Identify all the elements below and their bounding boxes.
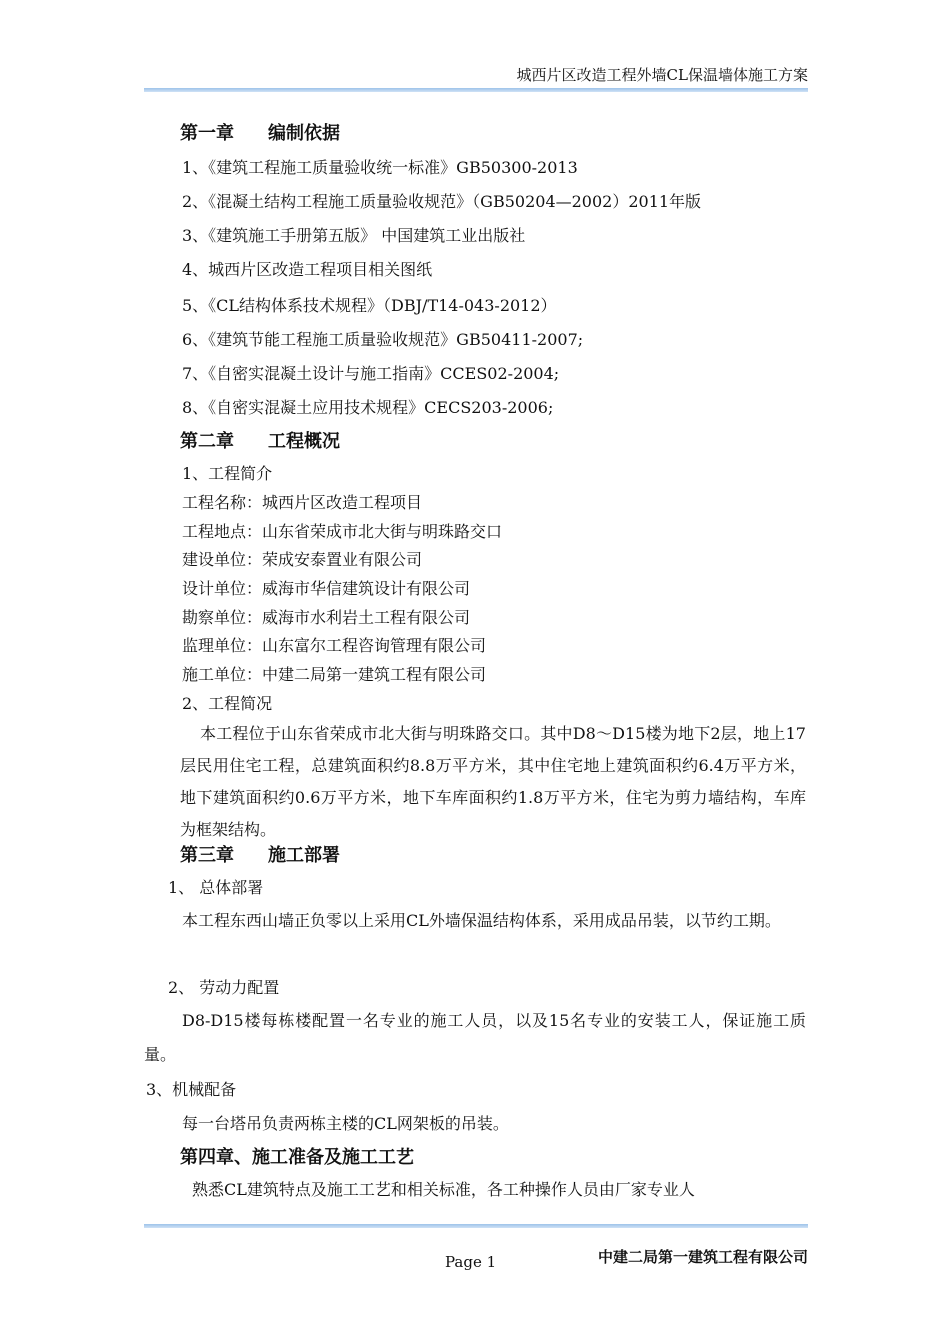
ref-item: 7、《自密实混凝土设计与施工指南》CCES02-2004;: [182, 364, 560, 383]
info-row: 监理单位：山东富尔工程咨询管理有限公司: [182, 636, 487, 655]
ref-item: 3、《建筑施工手册第五版》 中国建筑工业出版社: [182, 226, 526, 245]
ref-item: 5、《CL结构体系技术规程》（DBJ/T14-043-2012）: [182, 296, 557, 315]
deployment-paragraph: 本工程东西山墙正负零以上采用CL外墙保温结构体系，采用成品吊装，以节约工期。: [182, 911, 781, 930]
running-header: 城西片区改造工程外墙CL保温墙体施工方案: [516, 66, 808, 84]
machinery-text: 每一台塔吊负责两栋主楼的CL网架板的吊装。: [182, 1114, 509, 1133]
info-row: 设计单位：威海市华信建筑设计有限公司: [182, 579, 471, 598]
chapter3-heading: [180, 844, 340, 868]
chapter2-heading: [180, 430, 340, 454]
chapter4-heading: 第四章、施工准备及施工工艺: [180, 1147, 414, 1168]
ref-item: 1、《建筑工程施工质量验收统一标准》GB50300-2013: [182, 158, 578, 177]
section-heading: 1、工程简介: [182, 464, 273, 483]
footer-company: 中建二局第一建筑工程有限公司: [597, 1248, 808, 1266]
chapter1-heading: [180, 122, 340, 146]
section-heading: 3、机械配备: [146, 1080, 237, 1099]
info-row: 工程地点：山东省荣成市北大街与明珠路交口: [182, 522, 503, 541]
chapter-title: 工程概况: [268, 431, 340, 452]
section-heading: 2、 劳动力配置: [168, 978, 280, 997]
chapter4-text: 熟悉CL建筑特点及施工工艺和相关标准，各工种操作人员由厂家专业人: [192, 1180, 695, 1199]
info-row: 施工单位：中建二局第一建筑工程有限公司: [182, 665, 487, 684]
info-row: 建设单位：荣成安泰置业有限公司: [182, 550, 423, 569]
section-heading: 1、 总体部署: [168, 878, 264, 897]
overview-paragraph: 本工程位于山东省荣成市北大街与明珠路交口。其中D8～D15楼为地下2层，地上17 层民用住宅工程，总建筑面积约8.8万平方米，其中住宅地上建筑面积约6.4万平方米，地下建筑面积约0.6万平方米，地下车库面积约1.8万平方米，住宅为剪力墙结构，车库为框架结构。: [180, 724, 806, 839]
ref-item: 6、《建筑节能工程施工质量验收规范》GB50411-2007;: [182, 330, 584, 349]
chapter-title: 施工部署: [268, 845, 340, 866]
info-row: 勘察单位：威海市水利岩土工程有限公司: [182, 608, 471, 627]
chapter-title: 编制依据: [268, 123, 340, 144]
chapter-number: 第三章: [180, 845, 234, 866]
chapter-number: 第二章: [180, 431, 234, 452]
ref-item: 4、城西片区改造工程项目相关图纸: [182, 260, 433, 279]
ref-item: 2、《混凝土结构工程施工质量验收规范》（GB50204—2002）2011年版: [182, 192, 702, 211]
header-rule: [144, 88, 808, 92]
chapter-number: 第一章: [180, 123, 234, 144]
footer-rule: [144, 1224, 808, 1228]
info-row: 工程名称：城西片区改造工程项目: [182, 493, 423, 512]
ref-item: 8、《自密实混凝土应用技术规程》CECS203-2006;: [182, 398, 554, 417]
labor-paragraph: D8-D15楼每栋楼配置一名专业的施工人员，以及15名专业的安装工人，保证施工质量。: [144, 1011, 806, 1064]
page-number: Page 1: [445, 1253, 497, 1271]
section-heading: 2、工程简况: [182, 694, 273, 713]
